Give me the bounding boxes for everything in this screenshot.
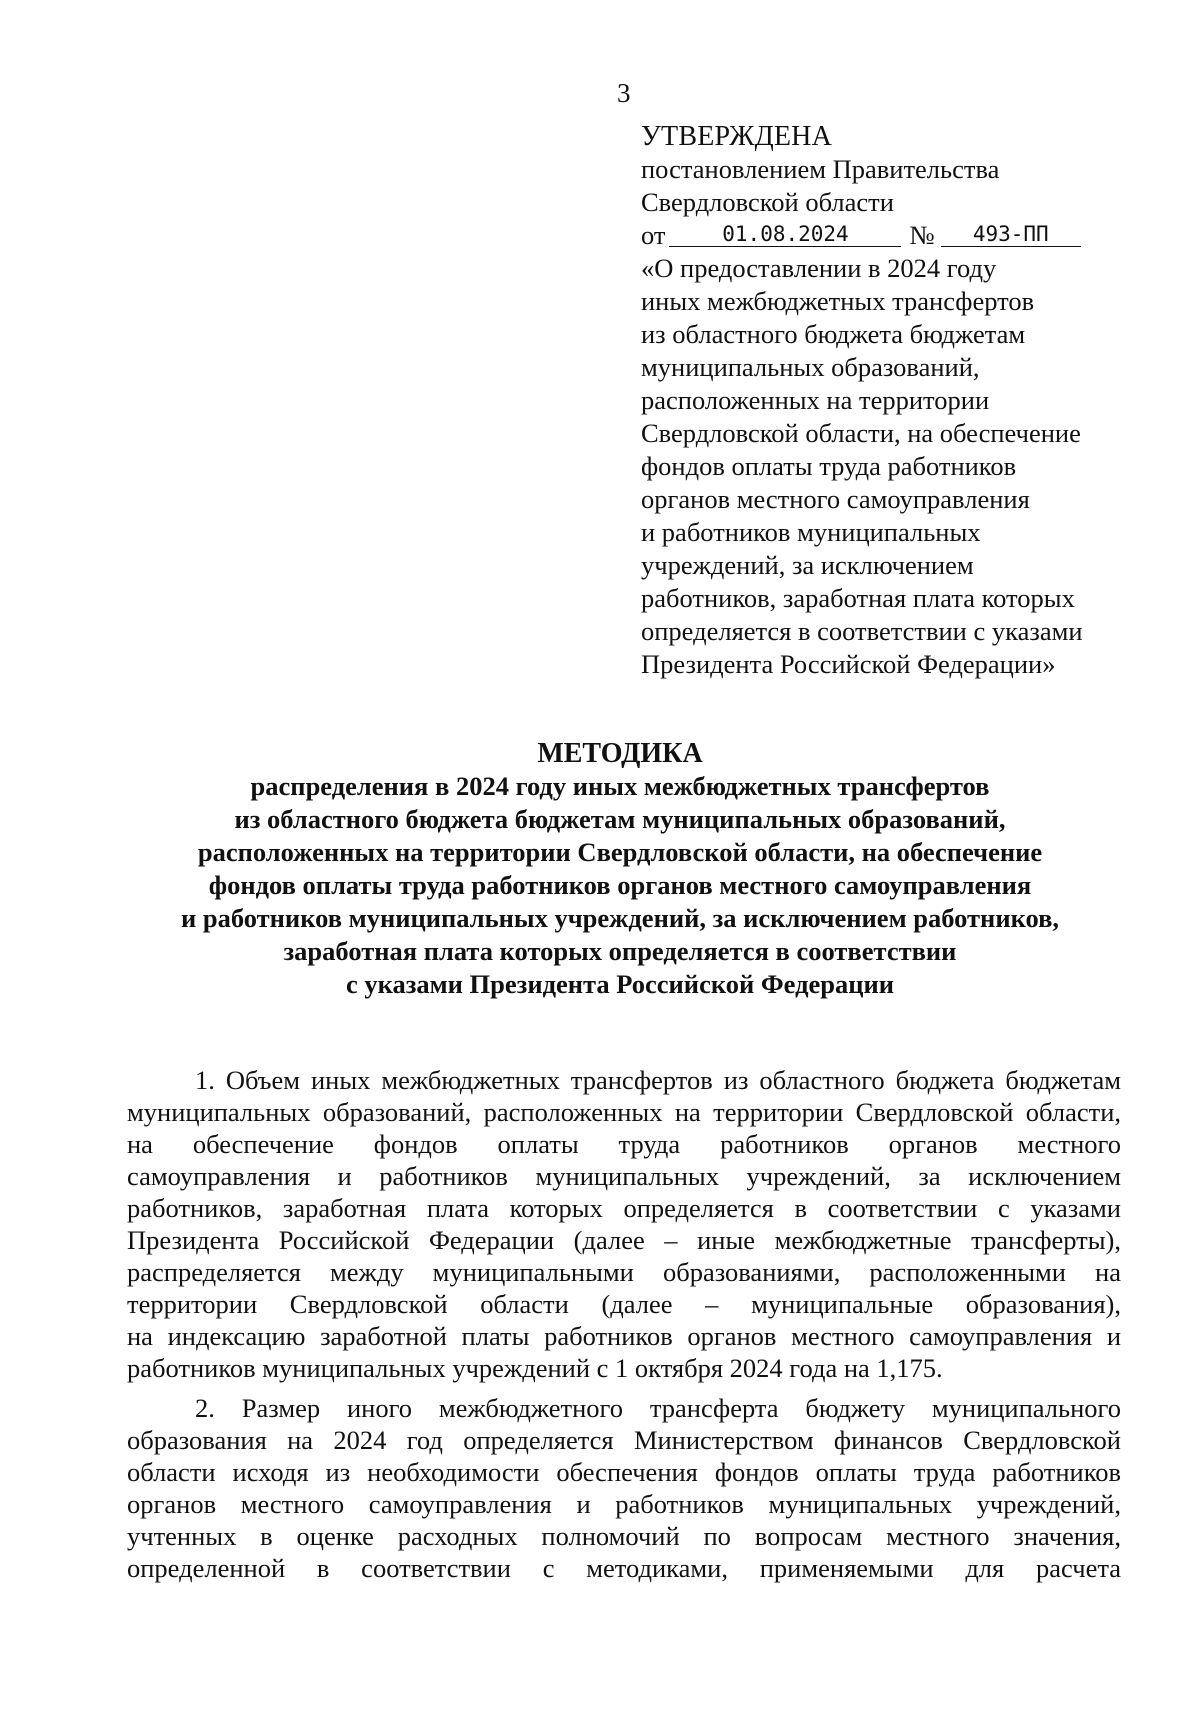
approval-block xyxy=(641,120,1161,681)
approval-line: Свердловской области xyxy=(641,187,894,217)
paragraph-line: распределяется между муниципальными образованиями, расположенными на xyxy=(127,1257,1121,1287)
heading-title: МЕТОДИКА xyxy=(537,738,703,769)
approval-subject-line: органов местного самоуправления xyxy=(641,484,1030,514)
date-field: 01.08.2024 xyxy=(669,222,901,247)
approval-line: постановлением Правительства xyxy=(641,154,1000,184)
approval-subject-line: фондов оплаты труда работников xyxy=(641,451,1017,481)
number-sign: № xyxy=(909,220,935,250)
paragraph-line: учтенных в оценке расходных полномочий по вопросам местного значения, xyxy=(127,1521,1121,1551)
paragraph-line: органов местного самоуправления и работников муниципальных учреждений, xyxy=(127,1489,1121,1519)
heading-line: распределения в 2024 году иных межбюджетных трансфертов xyxy=(250,771,990,801)
approval-subject-line: из областного бюджета бюджетам xyxy=(641,319,1026,349)
paragraph-line: муниципальных образований, расположенных на территории Свердловской области, xyxy=(127,1097,1121,1127)
paragraph-line: на индексацию заработной платы работников органов местного самоуправления и xyxy=(127,1321,1121,1351)
paragraph xyxy=(127,1064,1121,1384)
paragraph-line: территории Свердловской области (далее – муниципальные образования), xyxy=(127,1289,1121,1319)
paragraph xyxy=(127,1392,1121,1584)
approval-subject-line: работников, заработная плата которых xyxy=(641,583,1075,613)
paragraph-line: области исходя из необходимости обеспечения фондов оплаты труда работников xyxy=(127,1457,1121,1487)
approval-subject-line: Свердловской области, на обеспечение xyxy=(641,418,1081,448)
approval-subject-line: Президента Российской Федерации» xyxy=(641,649,1056,679)
document-body xyxy=(127,1064,1121,1584)
approval-subject xyxy=(641,252,1161,681)
approval-subject-line: расположенных на территории xyxy=(641,385,990,415)
heading-line: с указами Президента Российской Федерации xyxy=(345,969,895,999)
approval-subject-line: «О предоставлении в 2024 году xyxy=(641,253,997,283)
approval-subject-line: иных межбюджетных трансфертов xyxy=(641,286,1035,316)
paragraph-line: определенной в соответствии с методиками, применяемыми для расчета xyxy=(127,1553,1121,1583)
number-field: 493-ПП xyxy=(941,222,1081,247)
heading-subtitle xyxy=(120,770,1120,1001)
paragraph-line: работников муниципальных учреждений с 1 октября 2024 года на 1,175. xyxy=(127,1353,943,1383)
heading-line: из областного бюджета бюджетам муниципальных образований, xyxy=(234,804,1006,834)
date-prefix: от xyxy=(641,220,666,250)
paragraph-line: Президента Российской Федерации (далее – иные межбюджетные трансферты), xyxy=(127,1225,1121,1255)
page-number: 3 xyxy=(617,78,631,108)
heading-line: расположенных на территории Свердловской области, на обеспечение xyxy=(197,837,1043,867)
paragraph-line: работников, заработная плата которых определяется в соответствии с указами xyxy=(127,1193,1121,1223)
approval-title: УТВЕРЖДЕНА xyxy=(641,121,833,152)
heading-line: заработная плата которых определяется в соответствии xyxy=(283,936,957,966)
heading-line: и работников муниципальных учреждений, за исключением работников, xyxy=(180,903,1060,933)
approval-subject-line: и работников муниципальных xyxy=(641,517,981,547)
approval-subject-line: муниципальных образований, xyxy=(641,352,980,382)
approval-subject-line: определяется в соответствии с указами xyxy=(641,616,1083,646)
paragraph-line: 2. Размер иного межбюджетного трансферта бюджету муниципального xyxy=(195,1393,1121,1423)
paragraph-line: самоуправления и работников муниципальных учреждений, за исключением xyxy=(127,1161,1121,1191)
paragraph-line: образования на 2024 год определяется Министерством финансов Свердловской xyxy=(127,1425,1121,1455)
paragraph-line: на обеспечение фондов оплаты труда работников органов местного xyxy=(127,1129,1121,1159)
heading-line: фондов оплаты труда работников органов местного самоуправления xyxy=(208,870,1032,900)
date-number-line xyxy=(641,219,1161,252)
paragraph-line: 1. Объем иных межбюджетных трансфертов из областного бюджета бюджетам xyxy=(195,1065,1121,1095)
document-heading xyxy=(120,737,1120,1001)
approval-subject-line: учреждений, за исключением xyxy=(641,550,974,580)
